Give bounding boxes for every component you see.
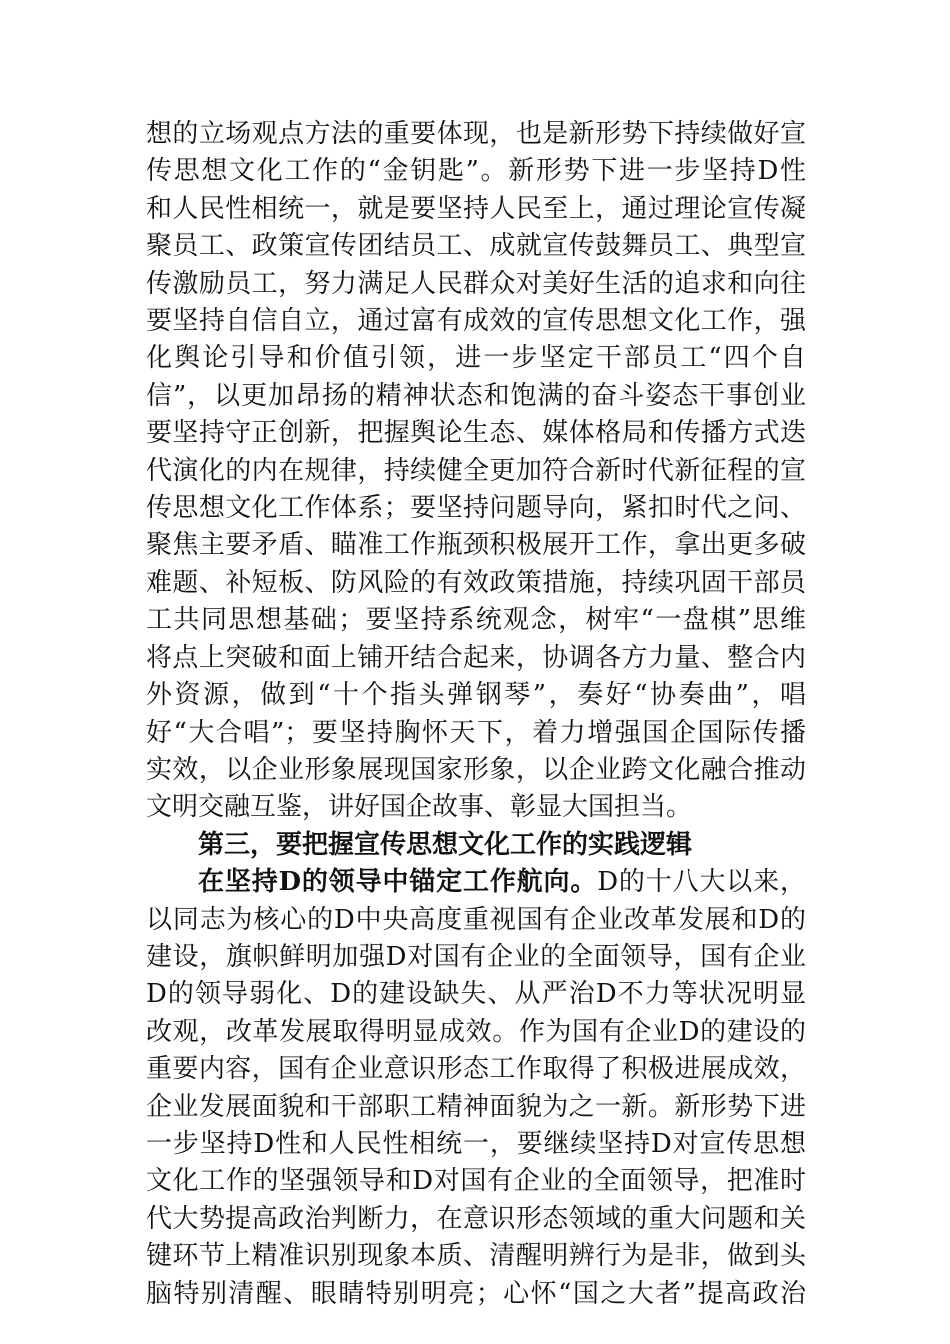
text-line: 将点上突破和面上铺开结合起来，协调各方力量、整合内 <box>146 642 806 673</box>
lead-sentence-bold: 在坚持D的领导中锚定工作航向。 <box>198 867 598 898</box>
section-heading: 第三，要把握宣传思想文化工作的实践逻辑 <box>198 829 693 860</box>
text-line: 要坚持守正创新，把握舆论生态、媒体格局和传播方式迭 <box>146 418 806 449</box>
text-line: 实效，以企业形象展现国家形象，以企业跨文化融合推动 <box>146 754 806 785</box>
text-line: 代演化的内在规律，持续健全更加符合新时代新征程的宣 <box>146 455 806 486</box>
lead-sentence-rest: D的十八大以来， <box>597 867 806 898</box>
text-line: 企业发展面貌和干部职工精神面貌为之一新。新形势下进 <box>146 1091 806 1122</box>
text-line: 聚焦主要矛盾、瞄准工作瓶颈积极展开工作，拿出更多破 <box>146 530 806 561</box>
text-line: 要坚持自信自立，通过富有成效的宣传思想文化工作，强 <box>146 306 806 337</box>
text-line: 重要内容，国有企业意识形态工作取得了积极进展成效， <box>146 1054 806 1085</box>
text-line: 建设，旗帜鲜明加强D对国有企业的全面领导，国有企业 <box>146 941 806 972</box>
paragraph-practice-logic <box>146 864 806 1313</box>
text-line: 代大势提高政治判断力，在意识形态领域的重大问题和关 <box>146 1203 806 1234</box>
text-line: 传激励员工，努力满足人民群众对美好生活的追求和向往 <box>146 268 806 299</box>
text-line: 好“大合唱”；要坚持胸怀天下，着力增强国企国际传播 <box>146 717 806 748</box>
text-line: 化舆论引导和价值引领，进一步坚定干部员工“四个自 <box>146 343 806 374</box>
text-line: 文化工作的坚强领导和D对国有企业的全面领导，把准时 <box>146 1166 806 1197</box>
text-line: 想的立场观点方法的重要体现，也是新形势下持续做好宣 <box>146 119 806 149</box>
text-line: 信”，以更加昂扬的精神状态和饱满的奋斗姿态干事创业 <box>146 380 806 411</box>
paragraph-positions <box>146 116 806 827</box>
text-line: 外资源，做到“十个指头弹钢琴”，奏好“协奏曲”，唱 <box>146 680 806 711</box>
text-line: 改观，改革发展取得明显成效。作为国有企业D的建设的 <box>146 1016 806 1047</box>
text-line: 工共同思想基础；要坚持系统观念，树牢“一盘棋”思维 <box>146 605 806 636</box>
text-line: 脑特别清醒、眼睛特别明亮；心怀“国之大者”提高政治 <box>146 1278 806 1309</box>
text-line: 聚员工、政策宣传团结员工、成就宣传鼓舞员工、典型宣 <box>146 231 806 262</box>
text-line: D的领导弱化、D的建设缺失、从严治D不力等状况明显 <box>146 979 806 1010</box>
text-line: 键环节上精准识别现象本质、清醒明辨行为是非，做到头 <box>146 1241 806 1272</box>
text-line: 和人民性相统一，就是要坚持人民至上，通过理论宣传凝 <box>146 193 806 224</box>
document-page <box>146 116 806 1313</box>
text-line: 难题、补短板、防风险的有效政策措施，持续巩固干部员 <box>146 567 806 598</box>
text-line: 文明交融互鉴，讲好国企故事、彰显大国担当。 <box>146 792 693 823</box>
text-line: 传思想文化工作体系；要坚持问题导向，紧扣时代之问、 <box>146 493 806 524</box>
text-line: 传思想文化工作的“金钥匙”。新形势下进一步坚持D性 <box>146 156 806 187</box>
text-line: 一步坚持D性和人民性相统一，要继续坚持D对宣传思想 <box>146 1128 806 1159</box>
text-line: 以同志为核心的D中央高度重视国有企业改革发展和D的 <box>146 904 806 935</box>
text-line-lead <box>146 864 806 901</box>
